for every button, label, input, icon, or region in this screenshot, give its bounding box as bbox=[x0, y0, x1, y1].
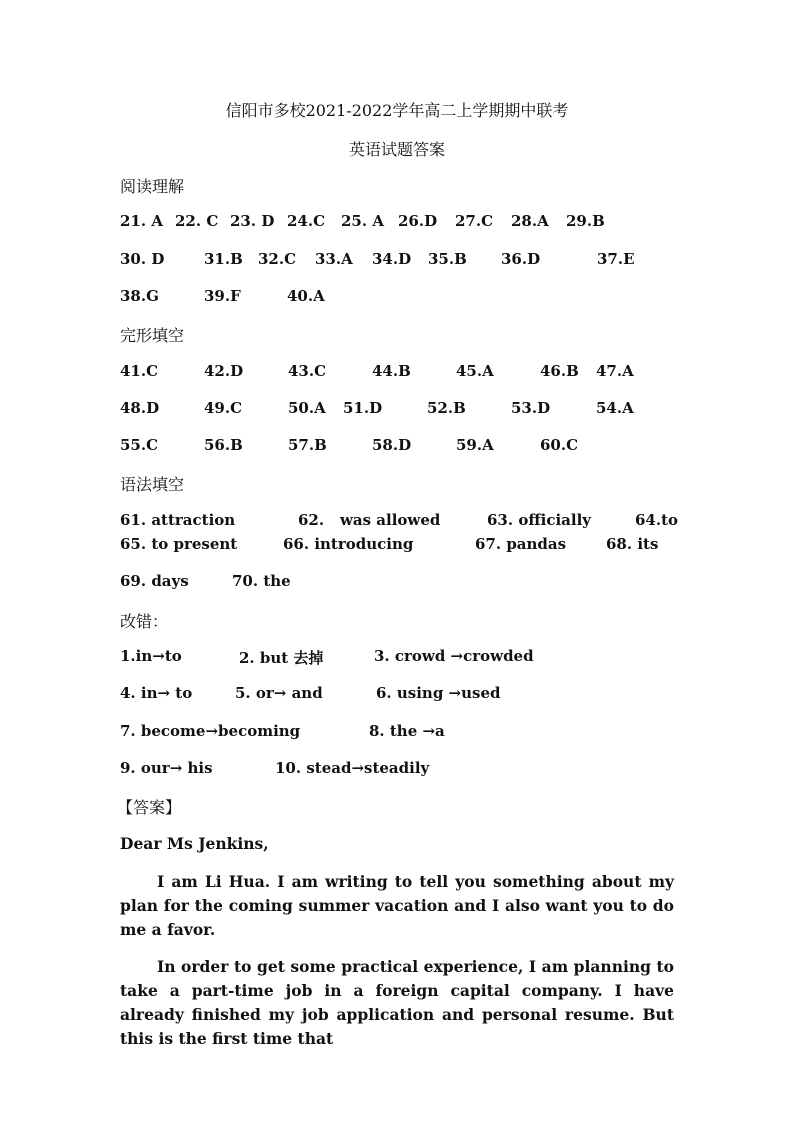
answer-item: 29.B bbox=[566, 212, 605, 230]
answer-item: 23. D bbox=[230, 212, 275, 230]
answer-item: 8. the →a bbox=[369, 722, 445, 740]
answer-item: 22. C bbox=[175, 212, 219, 230]
answer-item: 49.C bbox=[204, 399, 243, 417]
answer-item: 37.E bbox=[597, 250, 635, 268]
answer-item: 53.D bbox=[511, 399, 551, 417]
answer-item: 58.D bbox=[372, 436, 412, 454]
answer-item: 44.B bbox=[372, 362, 411, 380]
answer-item: 51.D bbox=[343, 399, 383, 417]
section-correction: 改错： bbox=[120, 612, 169, 631]
answer-item: 34.D bbox=[372, 250, 412, 268]
answer-item: 39.F bbox=[204, 287, 241, 305]
answer-item: 54.A bbox=[596, 399, 634, 417]
answer-item: 27.C bbox=[455, 212, 494, 230]
answer-item: 65. to present bbox=[120, 535, 238, 553]
answer-item: 33.A bbox=[315, 250, 353, 268]
answer-item: 24.C bbox=[287, 212, 326, 230]
answer-item: 25. A bbox=[341, 212, 384, 230]
answer-item: 62. bbox=[298, 511, 325, 529]
letter-salutation: Dear Ms Jenkins, bbox=[120, 834, 269, 853]
answer-item: 45.A bbox=[456, 362, 494, 380]
answer-item: 66. introducing bbox=[283, 535, 414, 553]
answer-item: 31.B bbox=[204, 250, 243, 268]
section-writing: 【答案】 bbox=[117, 798, 182, 817]
answer-item: 61. attraction bbox=[120, 511, 236, 529]
answer-item: 55.C bbox=[120, 436, 159, 454]
answer-item: 57.B bbox=[288, 436, 327, 454]
answer-item: 59.A bbox=[456, 436, 494, 454]
answer-item: 50.A bbox=[288, 399, 326, 417]
answer-item: 4. in→ to bbox=[120, 684, 193, 702]
page-subtitle: 英语试题答案 bbox=[348, 140, 445, 159]
answer-item: 36.D bbox=[501, 250, 541, 268]
page-title: 信阳市多校2021-2022学年高二上学期期中联考 bbox=[225, 101, 569, 120]
answer-item: 3. crowd →crowded bbox=[374, 647, 534, 665]
answer-item: 52.B bbox=[427, 399, 466, 417]
answer-item: 70. the bbox=[232, 572, 291, 590]
answer-item: 63. officially bbox=[487, 511, 591, 529]
answer-item: 68. its bbox=[606, 535, 659, 553]
answer-item: 69. days bbox=[120, 572, 189, 590]
answer-item: 1.in→to bbox=[120, 647, 182, 665]
answer-item: 48.D bbox=[120, 399, 160, 417]
answer-item: 64.to bbox=[635, 511, 679, 529]
answer-item: 21. A bbox=[120, 212, 163, 230]
answer-item: was allowed bbox=[340, 511, 441, 529]
answer-item: 30. D bbox=[120, 250, 165, 268]
answer-item: 42.D bbox=[204, 362, 244, 380]
answer-item: 43.C bbox=[288, 362, 327, 380]
answer-item: 47.A bbox=[596, 362, 634, 380]
section-reading: 阅读理解 bbox=[120, 177, 185, 196]
answer-item: 26.D bbox=[398, 212, 438, 230]
answer-item: 40.A bbox=[287, 287, 325, 305]
answer-item: 38.G bbox=[120, 287, 159, 305]
answer-item: 10. stead→steadily bbox=[275, 759, 430, 777]
answer-item: 35.B bbox=[428, 250, 467, 268]
section-grammar: 语法填空 bbox=[120, 475, 185, 494]
answer-item: 41.C bbox=[120, 362, 159, 380]
answer-item: 67. pandas bbox=[475, 535, 567, 553]
answer-item: 56.B bbox=[204, 436, 243, 454]
answer-item: 32.C bbox=[258, 250, 297, 268]
answer-item: 46.B bbox=[540, 362, 579, 380]
answer-item: 2. but 去掉 bbox=[239, 649, 324, 667]
answer-item: 7. become→becoming bbox=[120, 722, 301, 740]
letter-paragraph-1: I am Li Hua. I am writing to tell you something about my plan for the coming summer vacation and I also want you to do me a favor. bbox=[120, 872, 674, 939]
answer-item: 9. our→ his bbox=[120, 759, 213, 777]
answer-item: 28.A bbox=[511, 212, 549, 230]
letter-paragraph-2: In order to get some practical experience, I am planning to take a part-time job in a foreign capital company. I have already finished my job application and personal resume. But this is the first time that bbox=[120, 957, 674, 1048]
section-cloze: 完形填空 bbox=[120, 326, 185, 345]
answer-item: 5. or→ and bbox=[235, 684, 323, 702]
answer-item: 6. using →used bbox=[376, 684, 501, 702]
answer-item: 60.C bbox=[540, 436, 579, 454]
